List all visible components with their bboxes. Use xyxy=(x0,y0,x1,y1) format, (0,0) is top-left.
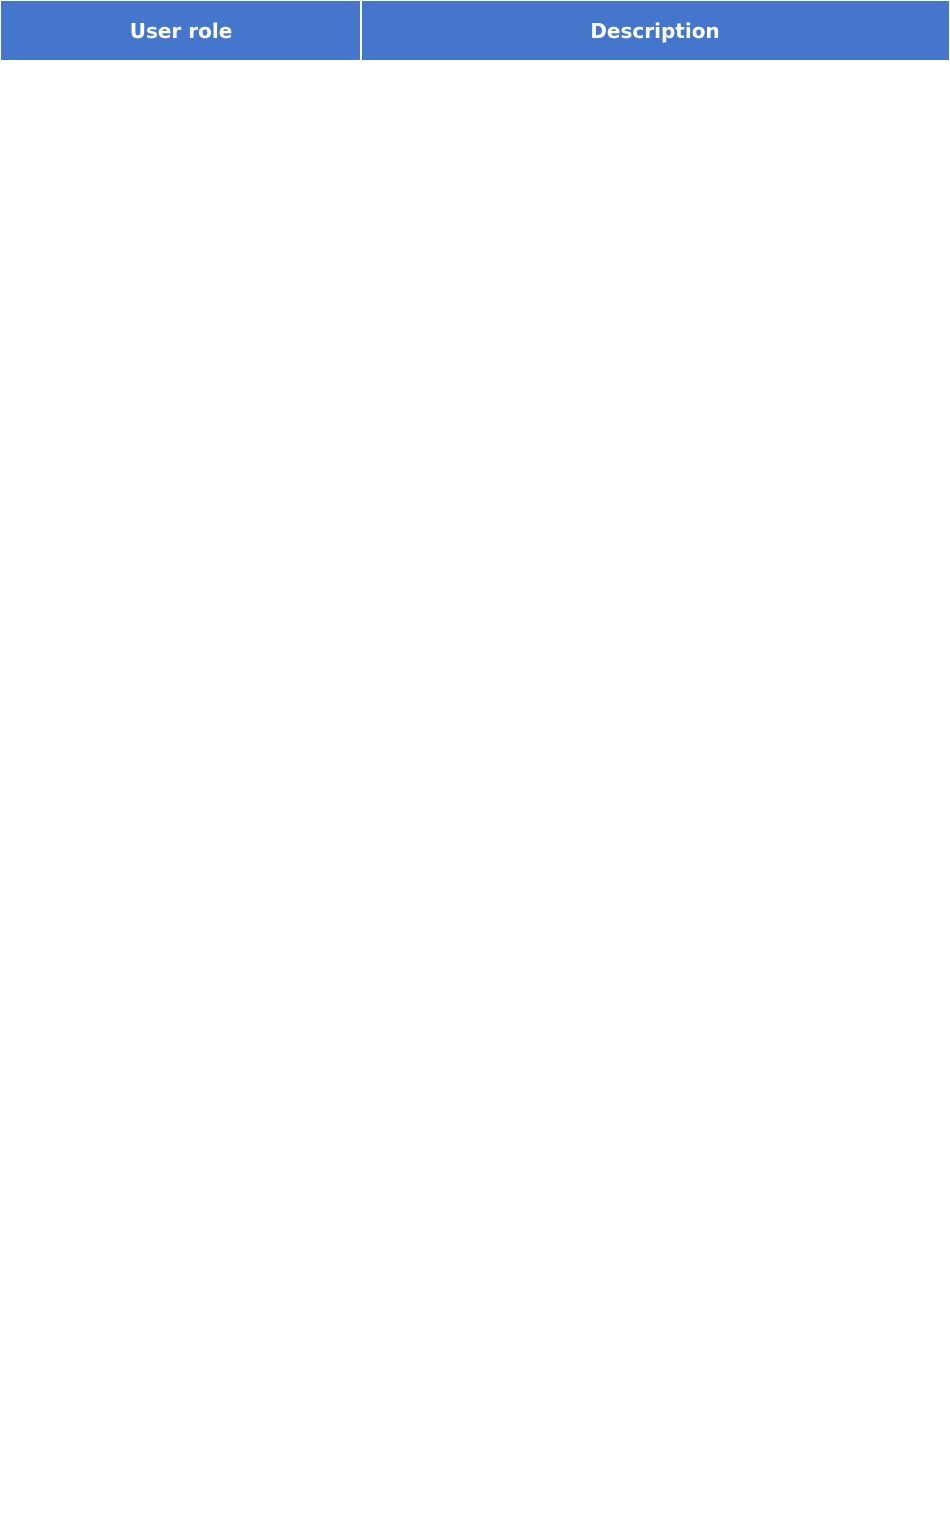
user-roles-table xyxy=(1,1,949,60)
column-header-user-role: User role xyxy=(2,2,362,60)
header-row xyxy=(2,2,949,60)
column-header-description: Description xyxy=(361,2,949,60)
table-header xyxy=(2,2,949,60)
